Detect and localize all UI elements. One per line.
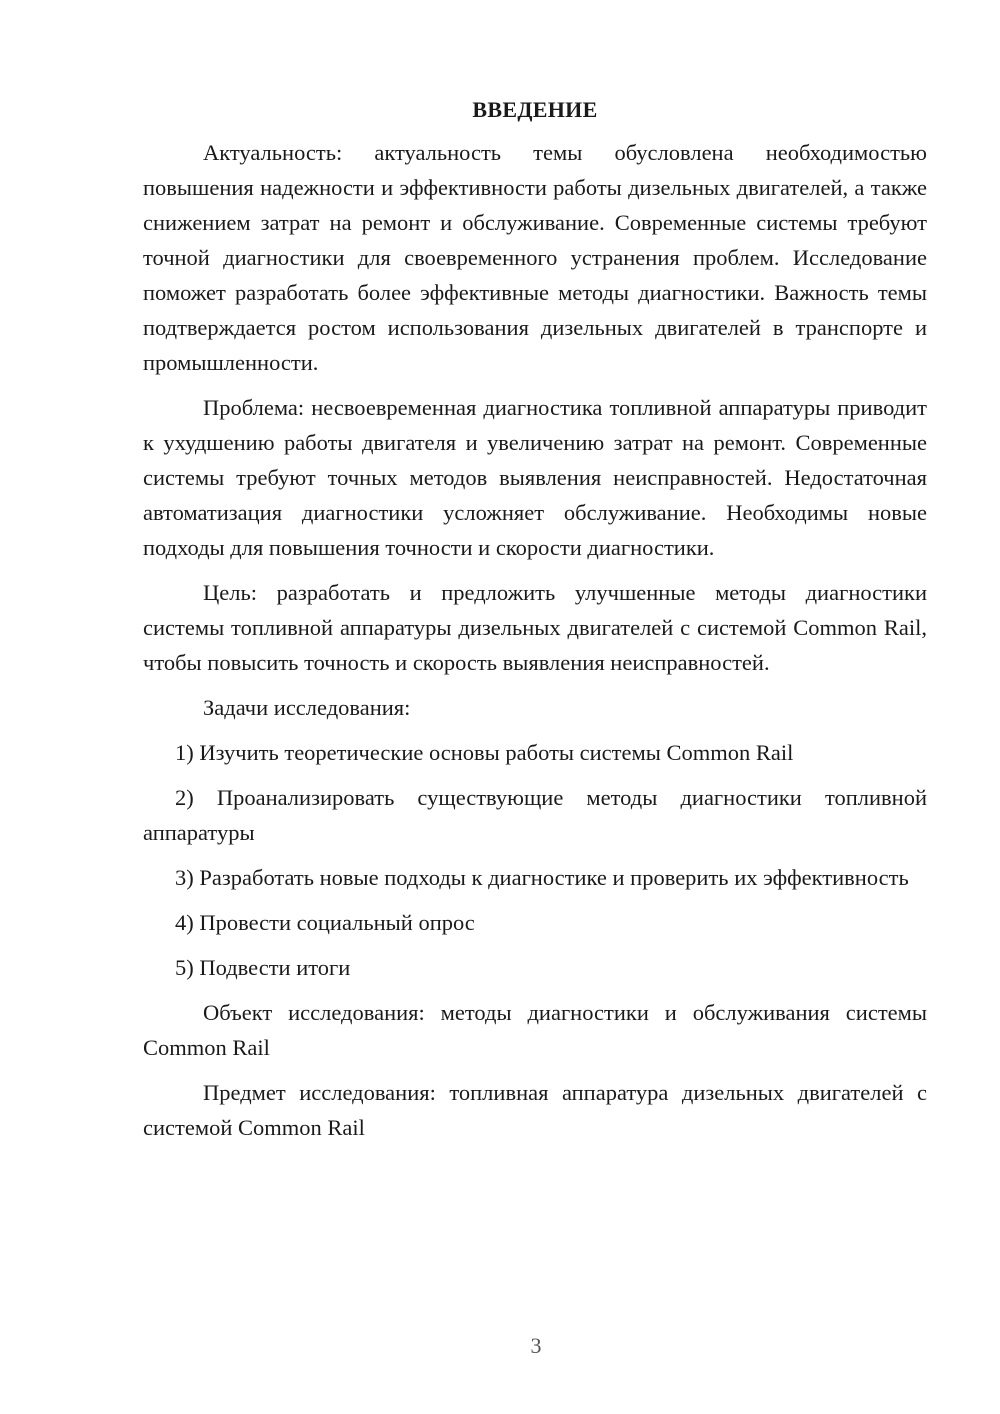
paragraph-problem: Проблема: несвоевременная диагностика топливной аппаратуры приводит к ухудшению работы двигателя и увеличению затрат на ремонт. Современные системы требуют точных методов выявления неисправностей. Недостаточная автоматизация диагностики усложняет обслуживание. Необходимы новые подходы для повышения точности и скорости диагностики.	[143, 395, 927, 560]
task-item: 2) Проанализировать существующие методы диагностики топливной аппаратуры	[143, 785, 927, 845]
task-item: 1) Изучить теоретические основы работы системы Common Rail	[175, 740, 794, 765]
tasks-label: Задачи исследования:	[203, 695, 411, 720]
paragraph-subject: Предмет исследования: топливная аппаратура дизельных двигателей с системой Common Rail	[143, 1080, 927, 1140]
task-item: 3) Разработать новые подходы к диагностике и проверить их эффективность	[175, 865, 909, 890]
section-title: ВВЕДЕНИЕ	[472, 97, 598, 122]
page-number: 3	[530, 1333, 542, 1358]
paragraph-goal: Цель: разработать и предложить улучшенные методы диагностики системы топливной аппаратуры дизельных двигателей с системой Common Rail, чтобы повысить точность и скорость выявления неисправностей.	[143, 580, 927, 675]
paragraph-relevance: Актуальность: актуальность темы обусловлена необходимостью повышения надежности и эффективности работы дизельных двигателей, а также снижением затрат на ремонт и обслуживание. Современные системы требуют точной диагностики для своевременного устранения проблем. Исследование поможет разработать более эффективные методы диагностики. Важность темы подтверждается ростом использования дизельных двигателей в транспорте и промышленности.	[143, 140, 927, 375]
paragraph-object: Объект исследования: методы диагностики и обслуживания системы Common Rail	[143, 1000, 927, 1060]
page-content	[143, 92, 927, 1155]
task-item: 4) Провести социальный опрос	[175, 910, 475, 935]
task-item: 5) Подвести итоги	[175, 955, 351, 980]
